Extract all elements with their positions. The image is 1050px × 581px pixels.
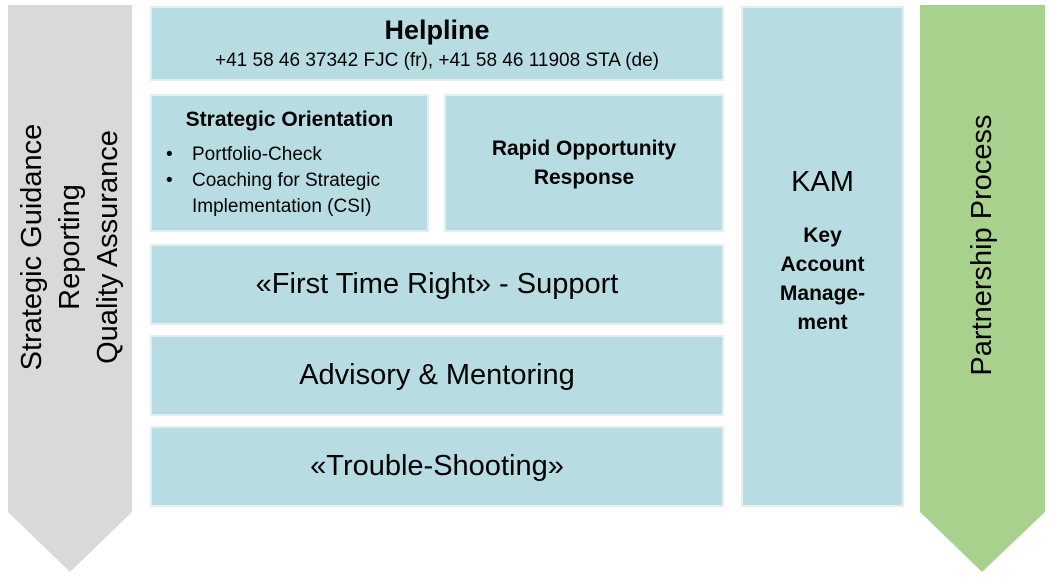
trouble-shooting-label: «Trouble-Shooting» xyxy=(310,450,564,482)
helpline-phones: +41 58 46 37342 FJC (fr), +41 58 46 11908 STA (de) xyxy=(215,50,659,71)
advisory-label: Advisory & Mentoring xyxy=(299,359,575,391)
helpline-title: Helpline xyxy=(384,15,490,45)
kam-title: KAM xyxy=(791,166,854,198)
advisory-box xyxy=(150,335,724,416)
kam-subtitle: Key Account Manage-ment xyxy=(779,224,866,334)
left-arrow-label xyxy=(13,0,127,497)
left-arrow-line-1: Strategic Guidance xyxy=(16,123,48,371)
strategic-orientation-list xyxy=(152,142,427,220)
helpline-box xyxy=(150,6,724,81)
first-time-right-label: «First Time Right» - Support xyxy=(255,268,619,300)
right-arrow-label xyxy=(963,0,1001,495)
list-item: • Portfolio-Check xyxy=(166,144,322,165)
list-item-text: Portfolio-Check xyxy=(192,144,322,165)
first-time-right-box xyxy=(150,244,724,325)
kam-box xyxy=(741,6,904,507)
left-arrow-line-3: Quality Assurance xyxy=(92,130,124,364)
list-item-text: Coaching for Strategic Implementation (CSI) xyxy=(192,170,380,217)
strategic-orientation-box xyxy=(150,94,429,232)
rapid-opportunity-box xyxy=(444,94,724,232)
strategic-orientation-title: Strategic Orientation xyxy=(185,108,394,131)
trouble-shooting-box xyxy=(150,426,724,507)
rapid-opportunity-title: Rapid Opportunity Response xyxy=(491,137,677,189)
left-arrow-line-2: Reporting xyxy=(54,184,86,310)
list-item: • Coaching for Strategic Implementation (CSI) xyxy=(166,170,380,217)
right-arrow-text: Partnership Process xyxy=(966,114,998,376)
